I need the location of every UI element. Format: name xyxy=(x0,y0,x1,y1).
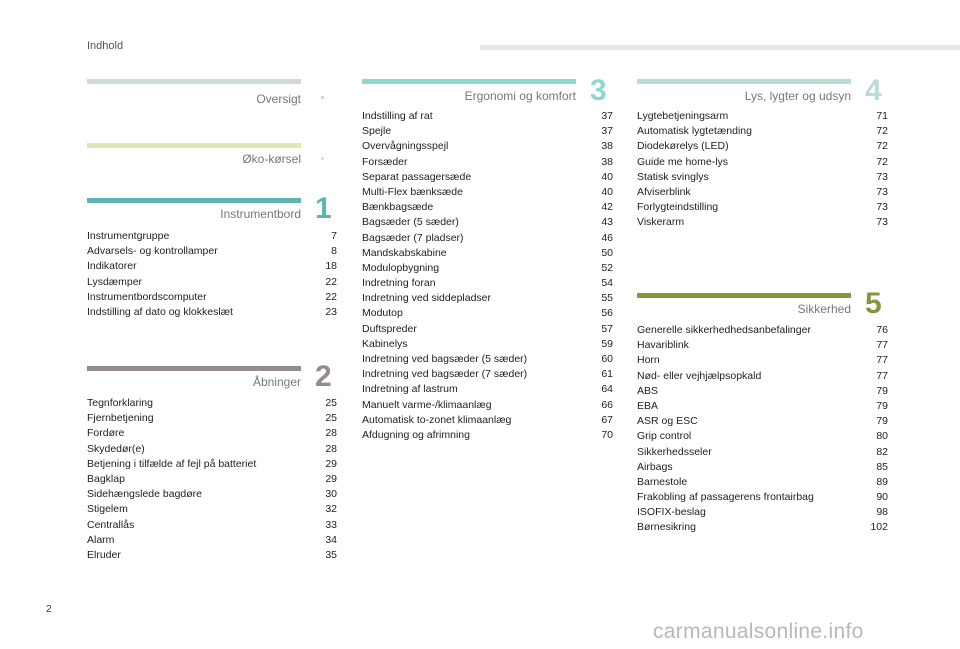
toc-entry-page: 79 xyxy=(876,415,888,428)
toc-entry[interactable] xyxy=(87,411,337,426)
toc-entry-label: Tegnforklaring xyxy=(87,397,153,409)
toc-entry[interactable] xyxy=(362,261,613,276)
toc-entry-label: Advarsels- og kontrollamper xyxy=(87,245,218,258)
toc-entry-label: Børnesikring xyxy=(637,521,696,534)
toc-entry-page: 66 xyxy=(601,398,613,411)
section-title: Åbninger xyxy=(252,375,301,389)
toc-entry[interactable] xyxy=(87,548,337,563)
toc-entry[interactable] xyxy=(362,215,613,230)
toc-entry[interactable] xyxy=(637,185,888,200)
toc-entry-label: Instrumentbordscomputer xyxy=(87,290,207,303)
toc-entry[interactable] xyxy=(87,396,337,411)
toc-entry-page: 102 xyxy=(870,521,888,534)
toc-entry-page: 18 xyxy=(325,260,337,273)
toc-entry-label: Indretning ved bagsæder (7 sæder) xyxy=(362,368,528,381)
toc-entry[interactable] xyxy=(362,382,613,397)
toc-entry[interactable] xyxy=(87,305,337,320)
toc-entry-page: 79 xyxy=(876,399,888,412)
toc-entry-page: 38 xyxy=(601,140,613,153)
toc-entry-page: 22 xyxy=(325,290,337,303)
toc-entry[interactable] xyxy=(87,290,337,305)
toc-entry-page: 46 xyxy=(601,231,613,244)
section-bar xyxy=(362,79,576,84)
toc-entry[interactable] xyxy=(637,429,888,444)
toc-entry-label: Kabinelys xyxy=(362,337,408,350)
toc-entry[interactable] xyxy=(362,367,613,382)
toc-entry[interactable] xyxy=(362,170,613,185)
entry-list xyxy=(362,109,613,443)
toc-entry-label: Instrumentgruppe xyxy=(87,230,170,242)
toc-entry-page: 7 xyxy=(331,230,337,242)
section-title: Instrumentbord xyxy=(220,207,301,221)
section-lys-lygter-og-udsyn xyxy=(637,74,888,239)
toc-entry-page: 52 xyxy=(601,261,613,274)
toc-entry[interactable] xyxy=(87,244,337,259)
watermark: carmanualsonline.info xyxy=(653,620,864,643)
toc-entry-label: Indretning ved siddepladser xyxy=(362,292,492,305)
toc-entry[interactable] xyxy=(362,231,613,246)
toc-entry-label: Diodekørelys (LED) xyxy=(637,140,729,153)
section-number: 2 xyxy=(315,360,332,393)
toc-entry-page: 35 xyxy=(325,548,337,561)
toc-entry-page: 90 xyxy=(876,491,888,504)
toc-entry[interactable] xyxy=(362,185,613,200)
section-title: Lys, lygter og udsyn xyxy=(744,89,851,103)
toc-entry[interactable] xyxy=(637,369,888,384)
toc-entry-label: Forlygteindstilling xyxy=(637,201,719,214)
toc-entry[interactable] xyxy=(362,276,613,291)
toc-entry[interactable] xyxy=(362,109,613,124)
toc-entry-page: 77 xyxy=(876,354,888,367)
toc-entry-label: Sikkerhedsseler xyxy=(637,445,712,458)
toc-entry[interactable] xyxy=(637,520,888,535)
toc-entry-label: Barnestole xyxy=(637,475,688,488)
toc-entry-page: 72 xyxy=(876,155,888,168)
section-bar xyxy=(87,366,301,371)
toc-entry-label: Nød- eller vejhjælpsopkald xyxy=(637,369,762,382)
toc-entry-page: 76 xyxy=(876,324,888,336)
toc-entry-page: 73 xyxy=(876,201,888,214)
toc-entry-label: Duftspreder xyxy=(362,322,417,335)
section-oko-korsel[interactable] xyxy=(87,143,301,173)
toc-entry-label: ISOFIX-beslag xyxy=(637,506,706,519)
toc-entry[interactable] xyxy=(87,502,337,517)
section-title: Øko-kørsel xyxy=(242,152,301,166)
section-bar xyxy=(87,143,301,148)
section-title: Sikkerhed xyxy=(797,302,851,316)
toc-entry-label: Bagsæder (7 pladser) xyxy=(362,231,464,244)
toc-entry[interactable] xyxy=(362,155,613,170)
toc-entry-page: 82 xyxy=(876,445,888,458)
toc-entry-page: 77 xyxy=(876,369,888,382)
toc-entry[interactable] xyxy=(87,518,337,533)
toc-entry[interactable] xyxy=(87,442,337,457)
toc-entry-label: Viskerarm xyxy=(637,216,685,229)
toc-entry[interactable] xyxy=(87,487,337,502)
toc-entry-page: 55 xyxy=(601,292,613,305)
section-number: 1 xyxy=(315,192,332,225)
entry-list xyxy=(87,396,337,563)
toc-entry[interactable] xyxy=(87,533,337,548)
toc-entry[interactable] xyxy=(637,139,888,154)
toc-entry-label: Manuelt varme-/klimaanlæg xyxy=(362,398,492,411)
section-oversigt[interactable] xyxy=(87,79,301,109)
toc-entry-page: 28 xyxy=(325,427,337,440)
toc-entry-page: 85 xyxy=(876,460,888,473)
toc-entry[interactable] xyxy=(637,124,888,139)
toc-entry[interactable] xyxy=(87,275,337,290)
toc-entry-page: 22 xyxy=(325,275,337,288)
section-bar xyxy=(87,79,301,84)
toc-entry-label: Grip control xyxy=(637,430,692,443)
toc-entry[interactable] xyxy=(637,399,888,414)
toc-entry-label: Horn xyxy=(637,354,660,367)
toc-entry-label: Havariblink xyxy=(637,339,689,352)
toc-entry-page: 25 xyxy=(325,397,337,409)
toc-entry-page: 61 xyxy=(601,368,613,381)
toc-entry[interactable] xyxy=(637,445,888,460)
toc-entry[interactable] xyxy=(637,200,888,215)
toc-entry[interactable] xyxy=(362,246,613,261)
toc-entry[interactable] xyxy=(637,414,888,429)
toc-entry-page: 25 xyxy=(325,412,337,425)
toc-entry-label: Automatisk to-zonet klimaanlæg xyxy=(362,413,512,426)
section-ergonomi-og-komfort xyxy=(362,74,613,449)
toc-entry[interactable] xyxy=(637,109,888,124)
section-number: 4 xyxy=(865,74,882,107)
toc-entry-page: 72 xyxy=(876,125,888,138)
toc-entry[interactable] xyxy=(362,200,613,215)
section-title: Oversigt xyxy=(256,92,301,106)
toc-entry-page: 29 xyxy=(325,457,337,470)
page-number: 2 xyxy=(46,604,52,615)
toc-entry-label: Modulopbygning xyxy=(362,261,440,274)
toc-entry-label: Alarm xyxy=(87,533,115,546)
toc-entry-label: Indstilling af rat xyxy=(362,110,433,122)
toc-entry[interactable] xyxy=(362,352,613,367)
toc-entry[interactable] xyxy=(362,322,613,337)
toc-entry[interactable] xyxy=(637,505,888,520)
page-header-bar xyxy=(480,45,960,50)
entry-list xyxy=(637,109,888,231)
toc-entry-page: 71 xyxy=(876,110,888,122)
toc-entry-page: 40 xyxy=(601,185,613,198)
section-bar xyxy=(87,198,301,203)
toc-entry-label: Sidehængslede bagdøre xyxy=(87,488,202,501)
toc-entry-page: 70 xyxy=(601,428,613,441)
toc-entry[interactable] xyxy=(637,155,888,170)
toc-entry-label: ABS xyxy=(637,384,659,397)
toc-entry-label: Elruder xyxy=(87,548,121,561)
toc-entry[interactable] xyxy=(362,413,613,428)
toc-entry-label: Statisk svinglys xyxy=(637,170,709,183)
toc-entry[interactable] xyxy=(637,338,888,353)
toc-entry-label: Indretning af lastrum xyxy=(362,383,458,396)
toc-entry-label: Frakobling af passagerens frontairbag xyxy=(637,491,814,504)
toc-entry[interactable] xyxy=(637,384,888,399)
toc-entry-page: 73 xyxy=(876,170,888,183)
toc-entry-page: 54 xyxy=(601,277,613,290)
toc-entry-label: Modutop xyxy=(362,307,403,320)
section-bullet-icon xyxy=(321,96,324,99)
toc-entry[interactable] xyxy=(362,139,613,154)
toc-entry-label: Lysdæmper xyxy=(87,275,143,288)
toc-entry-label: Bænkbagsæde xyxy=(362,201,434,214)
toc-entry-label: Separat passagersæde xyxy=(362,170,472,183)
toc-entry-page: 37 xyxy=(601,110,613,122)
toc-entry-label: EBA xyxy=(637,399,659,412)
toc-entry-page: 79 xyxy=(876,384,888,397)
toc-entry[interactable] xyxy=(637,215,888,230)
section-bar xyxy=(637,79,851,84)
toc-entry-label: Forsæder xyxy=(362,155,408,168)
toc-entry-page: 33 xyxy=(325,518,337,531)
toc-entry[interactable] xyxy=(87,259,337,274)
toc-entry-label: Spejle xyxy=(362,125,392,138)
toc-entry-label: Indretning ved bagsæder (5 sæder) xyxy=(362,353,528,365)
toc-entry-label: Centrallås xyxy=(87,518,135,531)
toc-entry[interactable] xyxy=(637,460,888,475)
toc-entry-page: 42 xyxy=(601,201,613,214)
toc-entry-label: Indstilling af dato og klokkeslæt xyxy=(87,305,233,318)
section-number: 5 xyxy=(865,287,882,320)
toc-entry-label: Bagklap xyxy=(87,472,125,485)
toc-entry-page: 38 xyxy=(601,155,613,168)
toc-entry-page: 30 xyxy=(325,488,337,501)
page-header-label: Indhold xyxy=(87,40,124,52)
toc-entry-label: Multi-Flex bænksæde xyxy=(362,185,463,198)
toc-entry-label: ASR og ESC xyxy=(637,415,698,428)
section-title: Ergonomi og komfort xyxy=(464,89,576,103)
toc-entry[interactable] xyxy=(362,291,613,306)
toc-entry-page: 23 xyxy=(325,305,337,318)
toc-entry-page: 98 xyxy=(876,506,888,519)
section-bullet-icon xyxy=(321,157,324,160)
toc-entry-label: Overvågningsspejl xyxy=(362,140,449,153)
toc-entry-page: 73 xyxy=(876,185,888,198)
toc-entry[interactable] xyxy=(87,426,337,441)
toc-entry[interactable] xyxy=(637,353,888,368)
toc-entry-page: 37 xyxy=(601,125,613,138)
toc-entry-page: 43 xyxy=(601,216,613,229)
toc-entry-page: 67 xyxy=(601,413,613,426)
toc-entry-label: Lygtebetjeningsarm xyxy=(637,110,729,122)
toc-entry-label: Generelle sikkerhedhedsanbefalinger xyxy=(637,324,811,336)
section-number: 3 xyxy=(590,74,607,107)
toc-entry-page: 34 xyxy=(325,533,337,546)
toc-entry-page: 56 xyxy=(601,307,613,320)
toc-entry-page: 77 xyxy=(876,339,888,352)
toc-entry-page: 64 xyxy=(601,383,613,396)
toc-entry[interactable] xyxy=(362,306,613,321)
toc-entry-label: Guide me home-lys xyxy=(637,155,729,168)
toc-entry-page: 72 xyxy=(876,140,888,153)
toc-entry[interactable] xyxy=(362,398,613,413)
section-bar xyxy=(637,293,851,298)
toc-entry[interactable] xyxy=(87,457,337,472)
entry-list xyxy=(637,323,888,536)
section-sikkerhed xyxy=(637,287,888,543)
toc-entry-page: 59 xyxy=(601,337,613,350)
toc-entry-page: 89 xyxy=(876,475,888,488)
toc-entry-label: Fordøre xyxy=(87,427,125,440)
toc-entry-label: Airbags xyxy=(637,460,673,473)
toc-entry-label: Afdugning og afrimning xyxy=(362,428,470,441)
toc-entry[interactable] xyxy=(87,472,337,487)
toc-entry-label: Bagsæder (5 sæder) xyxy=(362,216,459,229)
entry-list xyxy=(87,229,337,320)
toc-entry[interactable] xyxy=(637,490,888,505)
toc-entry[interactable] xyxy=(637,323,888,338)
toc-entry-label: Skydedør(e) xyxy=(87,442,145,455)
toc-entry-label: Betjening i tilfælde af fejl på batteriet xyxy=(87,457,257,470)
toc-entry[interactable] xyxy=(87,229,337,244)
toc-entry-label: Indikatorer xyxy=(87,260,137,273)
toc-entry-label: Fjernbetjening xyxy=(87,412,154,425)
toc-entry-page: 29 xyxy=(325,472,337,485)
toc-entry-page: 73 xyxy=(876,216,888,229)
toc-entry[interactable] xyxy=(362,428,613,443)
toc-entry-label: Indretning foran xyxy=(362,277,436,290)
toc-entry[interactable] xyxy=(362,124,613,139)
toc-entry-label: Automatisk lygtetænding xyxy=(637,125,752,138)
toc-entry-label: Afviserblink xyxy=(637,185,691,198)
toc-entry-page: 32 xyxy=(325,503,337,516)
section-instrumentbord xyxy=(87,192,337,328)
toc-entry-page: 60 xyxy=(601,353,613,365)
toc-entry[interactable] xyxy=(637,475,888,490)
toc-entry-label: Mandskabskabine xyxy=(362,246,447,259)
toc-entry-page: 8 xyxy=(331,245,337,258)
toc-entry-page: 50 xyxy=(601,246,613,259)
toc-entry-page: 28 xyxy=(325,442,337,455)
toc-entry-page: 80 xyxy=(876,430,888,443)
toc-entry-page: 40 xyxy=(601,170,613,183)
toc-entry[interactable] xyxy=(362,337,613,352)
toc-entry-label: Stigelem xyxy=(87,503,128,516)
toc-entry-page: 57 xyxy=(601,322,613,335)
section-abninger xyxy=(87,360,337,566)
toc-entry[interactable] xyxy=(637,170,888,185)
